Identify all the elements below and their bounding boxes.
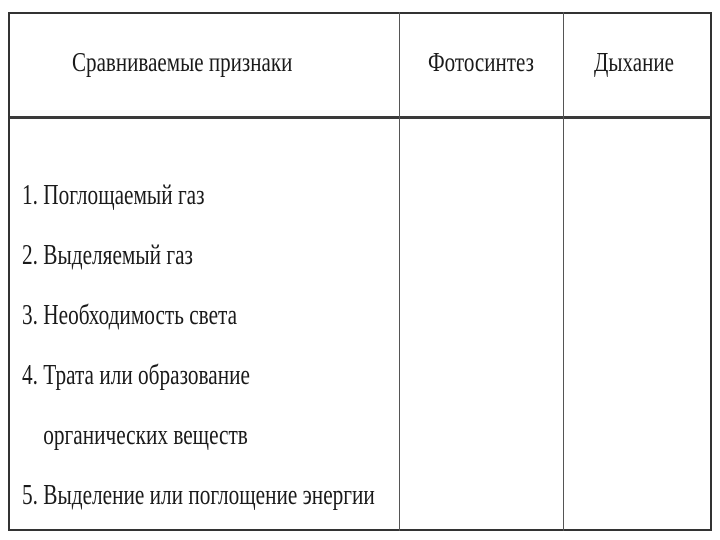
header-divider	[8, 116, 712, 119]
feature-list	[22, 172, 486, 532]
feature-item-1: 1. Поглощаемый газ	[22, 180, 205, 211]
feature-item-2: 2. Выделяемый газ	[22, 240, 193, 271]
feature-item-5: 5. Выделение или поглощение энергии	[22, 480, 375, 511]
comparison-table	[8, 12, 712, 532]
feature-item-4-continued: органических веществ	[43, 420, 248, 451]
feature-item-3: 3. Необходимость света	[22, 300, 238, 331]
feature-item-4: 4. Трата или образование	[22, 360, 250, 391]
column-divider-2	[563, 12, 564, 531]
table-right-border	[710, 12, 712, 531]
table-top-border	[8, 12, 712, 14]
header-respiration: Дыхание	[594, 47, 675, 77]
header-compared-features: Сравниваемые признаки	[72, 47, 293, 77]
header-photosynthesis: Фотосинтез	[428, 47, 534, 77]
table-left-border	[8, 12, 10, 531]
